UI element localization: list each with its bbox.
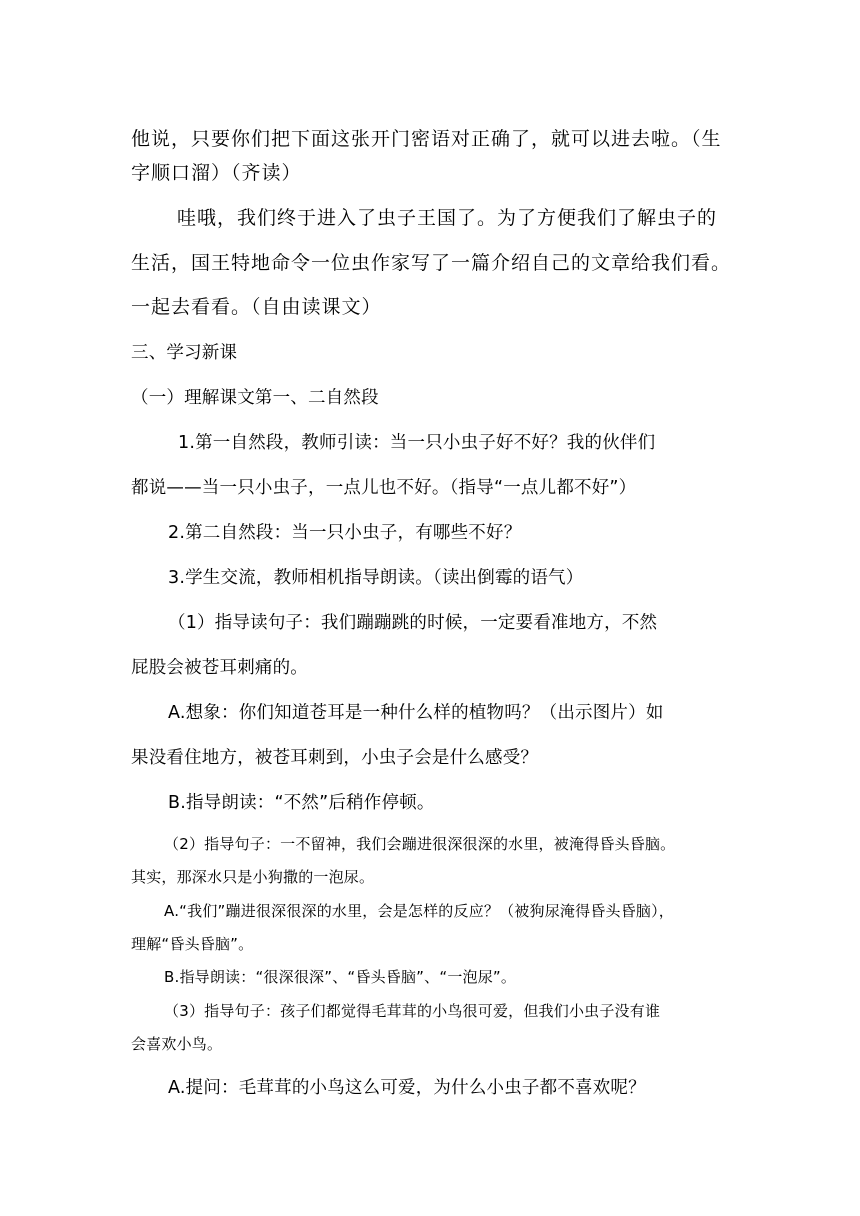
paragraph-line: 理解“昏头昏脑”。 — [131, 935, 254, 953]
paragraph-line: 1.第一自然段，教师引读：当一只小虫子好不好？我的伙伴们 — [178, 433, 656, 453]
paragraph-line: 字顺口溜）（齐读） — [131, 162, 302, 184]
paragraph-line: （3）指导句子：孩子们都觉得毛茸茸的小鸟很可爱，但我们小虫子没有谁 — [164, 1002, 661, 1020]
paragraph-line: 果没看住地方，被苍耳刺到，小虫子会是什么感受？ — [131, 748, 539, 768]
paragraph-line: B.指导朗读：“很深很深”、“昏头昏脑”、“一泡尿”。 — [164, 968, 517, 986]
subsection-heading: （一）理解课文第一、二自然段 — [131, 388, 379, 408]
paragraph-line: 生活，国王特地命令一位虫作家写了一篇介绍自己的文章给我们看。 — [131, 252, 732, 274]
paragraph-line: A.提问：毛茸茸的小鸟这么可爱，为什么小虫子都不喜欢呢？ — [168, 1078, 646, 1098]
paragraph-line: 哇哦，我们终于进入了虫子王国了。为了方便我们了解虫子的 — [177, 207, 718, 229]
paragraph-line: 都说——当一只小虫子，一点儿也不好。（指导“一点儿都不好”） — [131, 478, 637, 498]
paragraph-line: 3.学生交流，教师相机指导朗读。（读出倒霉的语气） — [168, 568, 584, 588]
section-heading: 三、学习新课 — [131, 343, 238, 363]
paragraph-line: 一起去看看。（自由读课文） — [131, 296, 382, 318]
paragraph-line: A.“我们”蹦进很深很深的水里，会是怎样的反应？（被狗尿淹得昏头昏脑）， — [164, 902, 675, 920]
paragraph-line: A.想象：你们知道苍耳是一种什么样的植物吗？（出示图片）如 — [168, 703, 664, 723]
paragraph-line: 会喜欢小鸟。 — [131, 1035, 223, 1053]
paragraph-line: 屁股会被苍耳刺痛的。 — [131, 658, 308, 678]
paragraph-line: B.指导朗读：“不然”后稍作停顿。 — [168, 793, 435, 813]
paragraph-line: 其实，那深水只是小狗撒的一泡尿。 — [131, 868, 375, 886]
paragraph-line: 2.第二自然段：当一只小虫子，有哪些不好？ — [168, 523, 522, 543]
paragraph-line: 他说，只要你们把下面这张开门密语对正确了，就可以进去啦。（生 — [131, 128, 722, 150]
paragraph-line: （1）指导读句子：我们蹦蹦跳的时候，一定要看准地方，不然 — [168, 613, 658, 633]
paragraph-line: （2）指导句子：一不留神，我们会蹦进很深很深的水里，被淹得昏头昏脑。 — [164, 835, 676, 853]
